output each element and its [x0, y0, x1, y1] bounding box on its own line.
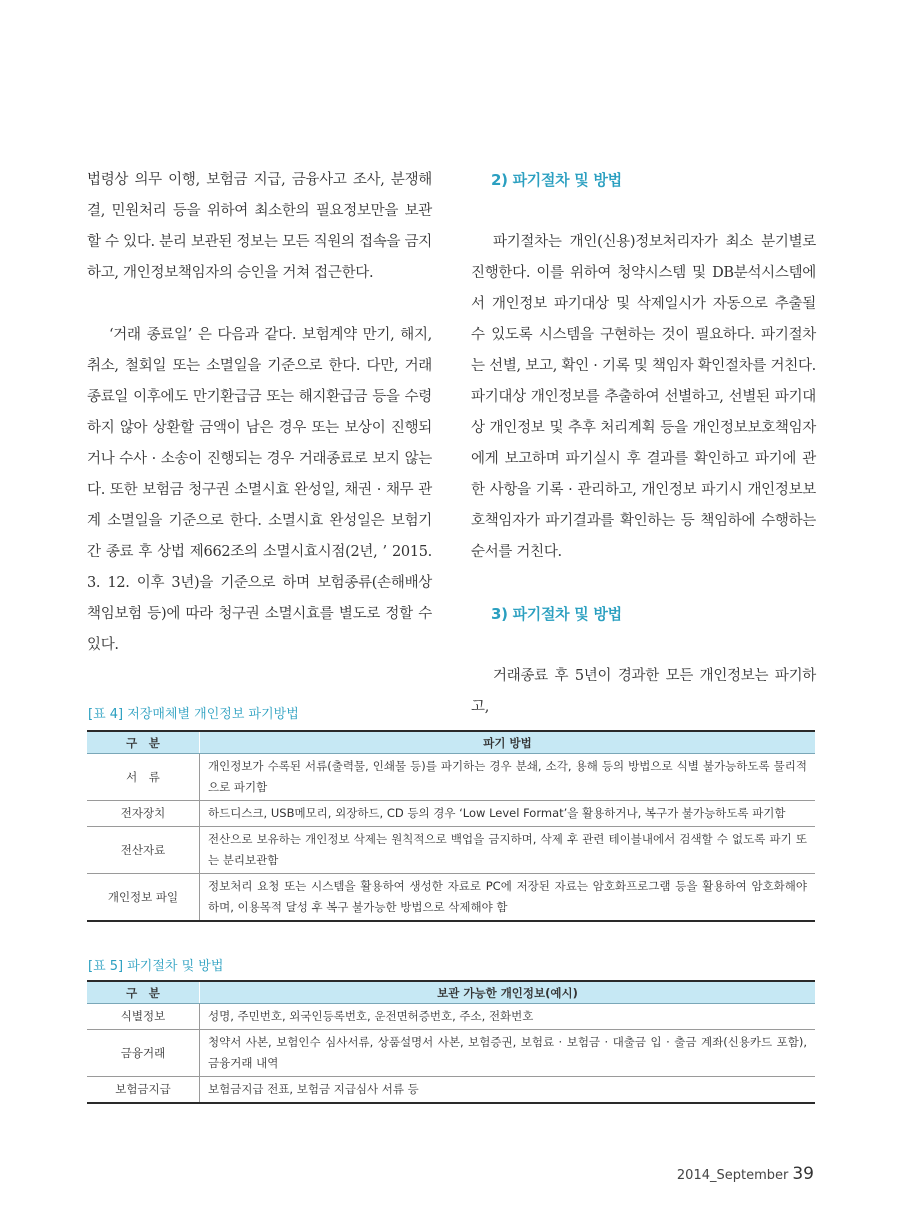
right-column: [471, 165, 816, 723]
table-row: [87, 1004, 815, 1030]
retainable-info-table: [87, 980, 815, 1104]
row-text: 전산으로 보유하는 개인정보 삭제는 원칙적으로 백업을 금지하며, 삭제 후 관련 테이블내에서 검색할 수 없도록 파기 또는 분리보관함: [200, 827, 816, 874]
left-column: [87, 165, 432, 661]
table-row: [87, 874, 815, 922]
section-heading: 3) 파기절차 및 방법: [491, 605, 622, 623]
body-paragraph: 파기절차는 개인(신용)정보처리자가 최소 분기별로 진행한다. 이를 위하여 청약시스템 및 DB분석시스템에서 개인정보 파기대상 및 삭제일시가 자동으로 추출될 수 있도록 시스템을 구현하는 것이 필요하다. 파기절차는 선별, 보고, 확인 · 기록 및 책임자 확인절차를 거친다. 파기대상 개인정보를 추출하여 선별하고, 선별된 파기대상 개인정보 및 추후 처리계획 등을 개인정보보호책임자에게 보고하며 파기실시 후 결과를 확인하고 파기에 관한 사항을 기록 · 관리하고, 개인정보 파기시 개인정보보호책임자가 파기결과를 확인하는 등 책임하에 수행하는 순서를 거친다.: [471, 234, 816, 560]
row-text: 성명, 주민번호, 외국인등록번호, 운전면허증번호, 주소, 전화번호: [200, 1004, 816, 1030]
row-label: 서 류: [87, 754, 200, 801]
storage-destruction-table: [87, 730, 815, 922]
row-label: 보험금지급: [87, 1077, 200, 1104]
row-label: 식별정보: [87, 1004, 200, 1030]
body-paragraph: 법령상 의무 이행, 보험금 지급, 금융사고 조사, 분쟁해결, 민원처리 등을 위하여 최소한의 필요정보만을 보관할 수 있다. 분리 보관된 정보는 모든 직원의 접속을 금지하고, 개인정보책임자의 승인을 거쳐 접근한다.: [87, 172, 432, 281]
row-text: 정보처리 요청 또는 시스템을 활용하여 생성한 자료로 PC에 저장된 자료는 암호화프로그램 등을 활용하여 암호화해야 하며, 이용목적 달성 후 복구 불가능한 방법으로 삭제해야 함: [200, 874, 816, 922]
row-text: 청약서 사본, 보험인수 심사서류, 상품설명서 사본, 보험증권, 보험료 · 보험금 · 대출금 입 · 출금 계좌(신용카드 포함), 금융거래 내역: [200, 1030, 816, 1077]
table-header-cell: 구 분: [87, 731, 200, 754]
table-caption: [표 5] 파기절차 및 방법: [88, 959, 224, 974]
row-text: 개인정보가 수록된 서류(출력물, 인쇄물 등)를 파기하는 경우 분쇄, 소각, 용해 등의 방법으로 식별 불가능하도록 물리적으로 파기함: [200, 754, 816, 801]
table-row: [87, 1077, 815, 1104]
body-paragraph: ‘거래 종료일’ 은 다음과 같다. 보험계약 만기, 해지, 취소, 철회일 또는 소멸일을 기준으로 한다. 다만, 거래 종료일 이후에도 만기환급금 또는 해지환급금 등을 수령하지 않아 상환할 금액이 남은 경우 또는 보상이 진행되거나 수사 · 소송이 진행되는 경우 거래종료로 보지 않는다. 또한 보험금 청구권 소멸시효 완성일, 채권 · 채무 관계 소멸일을 기준으로 한다. 소멸시효 완성일은 보험기간 종료 후 상법 제662조의 소멸시효시점(2년, ’ 2015. 3. 12. 이후 3년)을 기준으로 하며 보험종류(손해배상 책임보험 등)에 따라 청구권 소멸시효를 별도로 정할 수 있다.: [87, 327, 432, 653]
table-header-row: [87, 731, 815, 754]
table-row: [87, 1030, 815, 1077]
section-heading: 2) 파기절차 및 방법: [491, 171, 622, 189]
table-row: [87, 801, 815, 827]
body-paragraph: 거래종료 후 5년이 경과한 모든 개인정보는 파기하고,: [471, 668, 816, 715]
row-label: 금융거래: [87, 1030, 200, 1077]
table-caption: [표 4] 저장매체별 개인정보 파기방법: [88, 707, 299, 722]
table-header-cell: 파기 방법: [200, 731, 816, 754]
row-text: 보험금지급 전표, 보험금 지급심사 서류 등: [200, 1077, 816, 1104]
table-row: [87, 827, 815, 874]
table-row: [87, 754, 815, 801]
table-header-row: [87, 981, 815, 1004]
table-header-cell: 구 분: [87, 981, 200, 1004]
row-text: 하드디스크, USB메모리, 외장하드, CD 등의 경우 ‘Low Level Format’을 활용하거나, 복구가 불가능하도록 파기함: [200, 801, 816, 827]
page-footer: [677, 1164, 814, 1184]
row-label: 개인정보 파일: [87, 874, 200, 922]
page-number: 39: [792, 1164, 814, 1184]
issue-label: 2014_September: [676, 1168, 789, 1183]
row-label: 전산자료: [87, 827, 200, 874]
table-header-cell: 보관 가능한 개인정보(예시): [200, 981, 816, 1004]
row-label: 전자장치: [87, 801, 200, 827]
